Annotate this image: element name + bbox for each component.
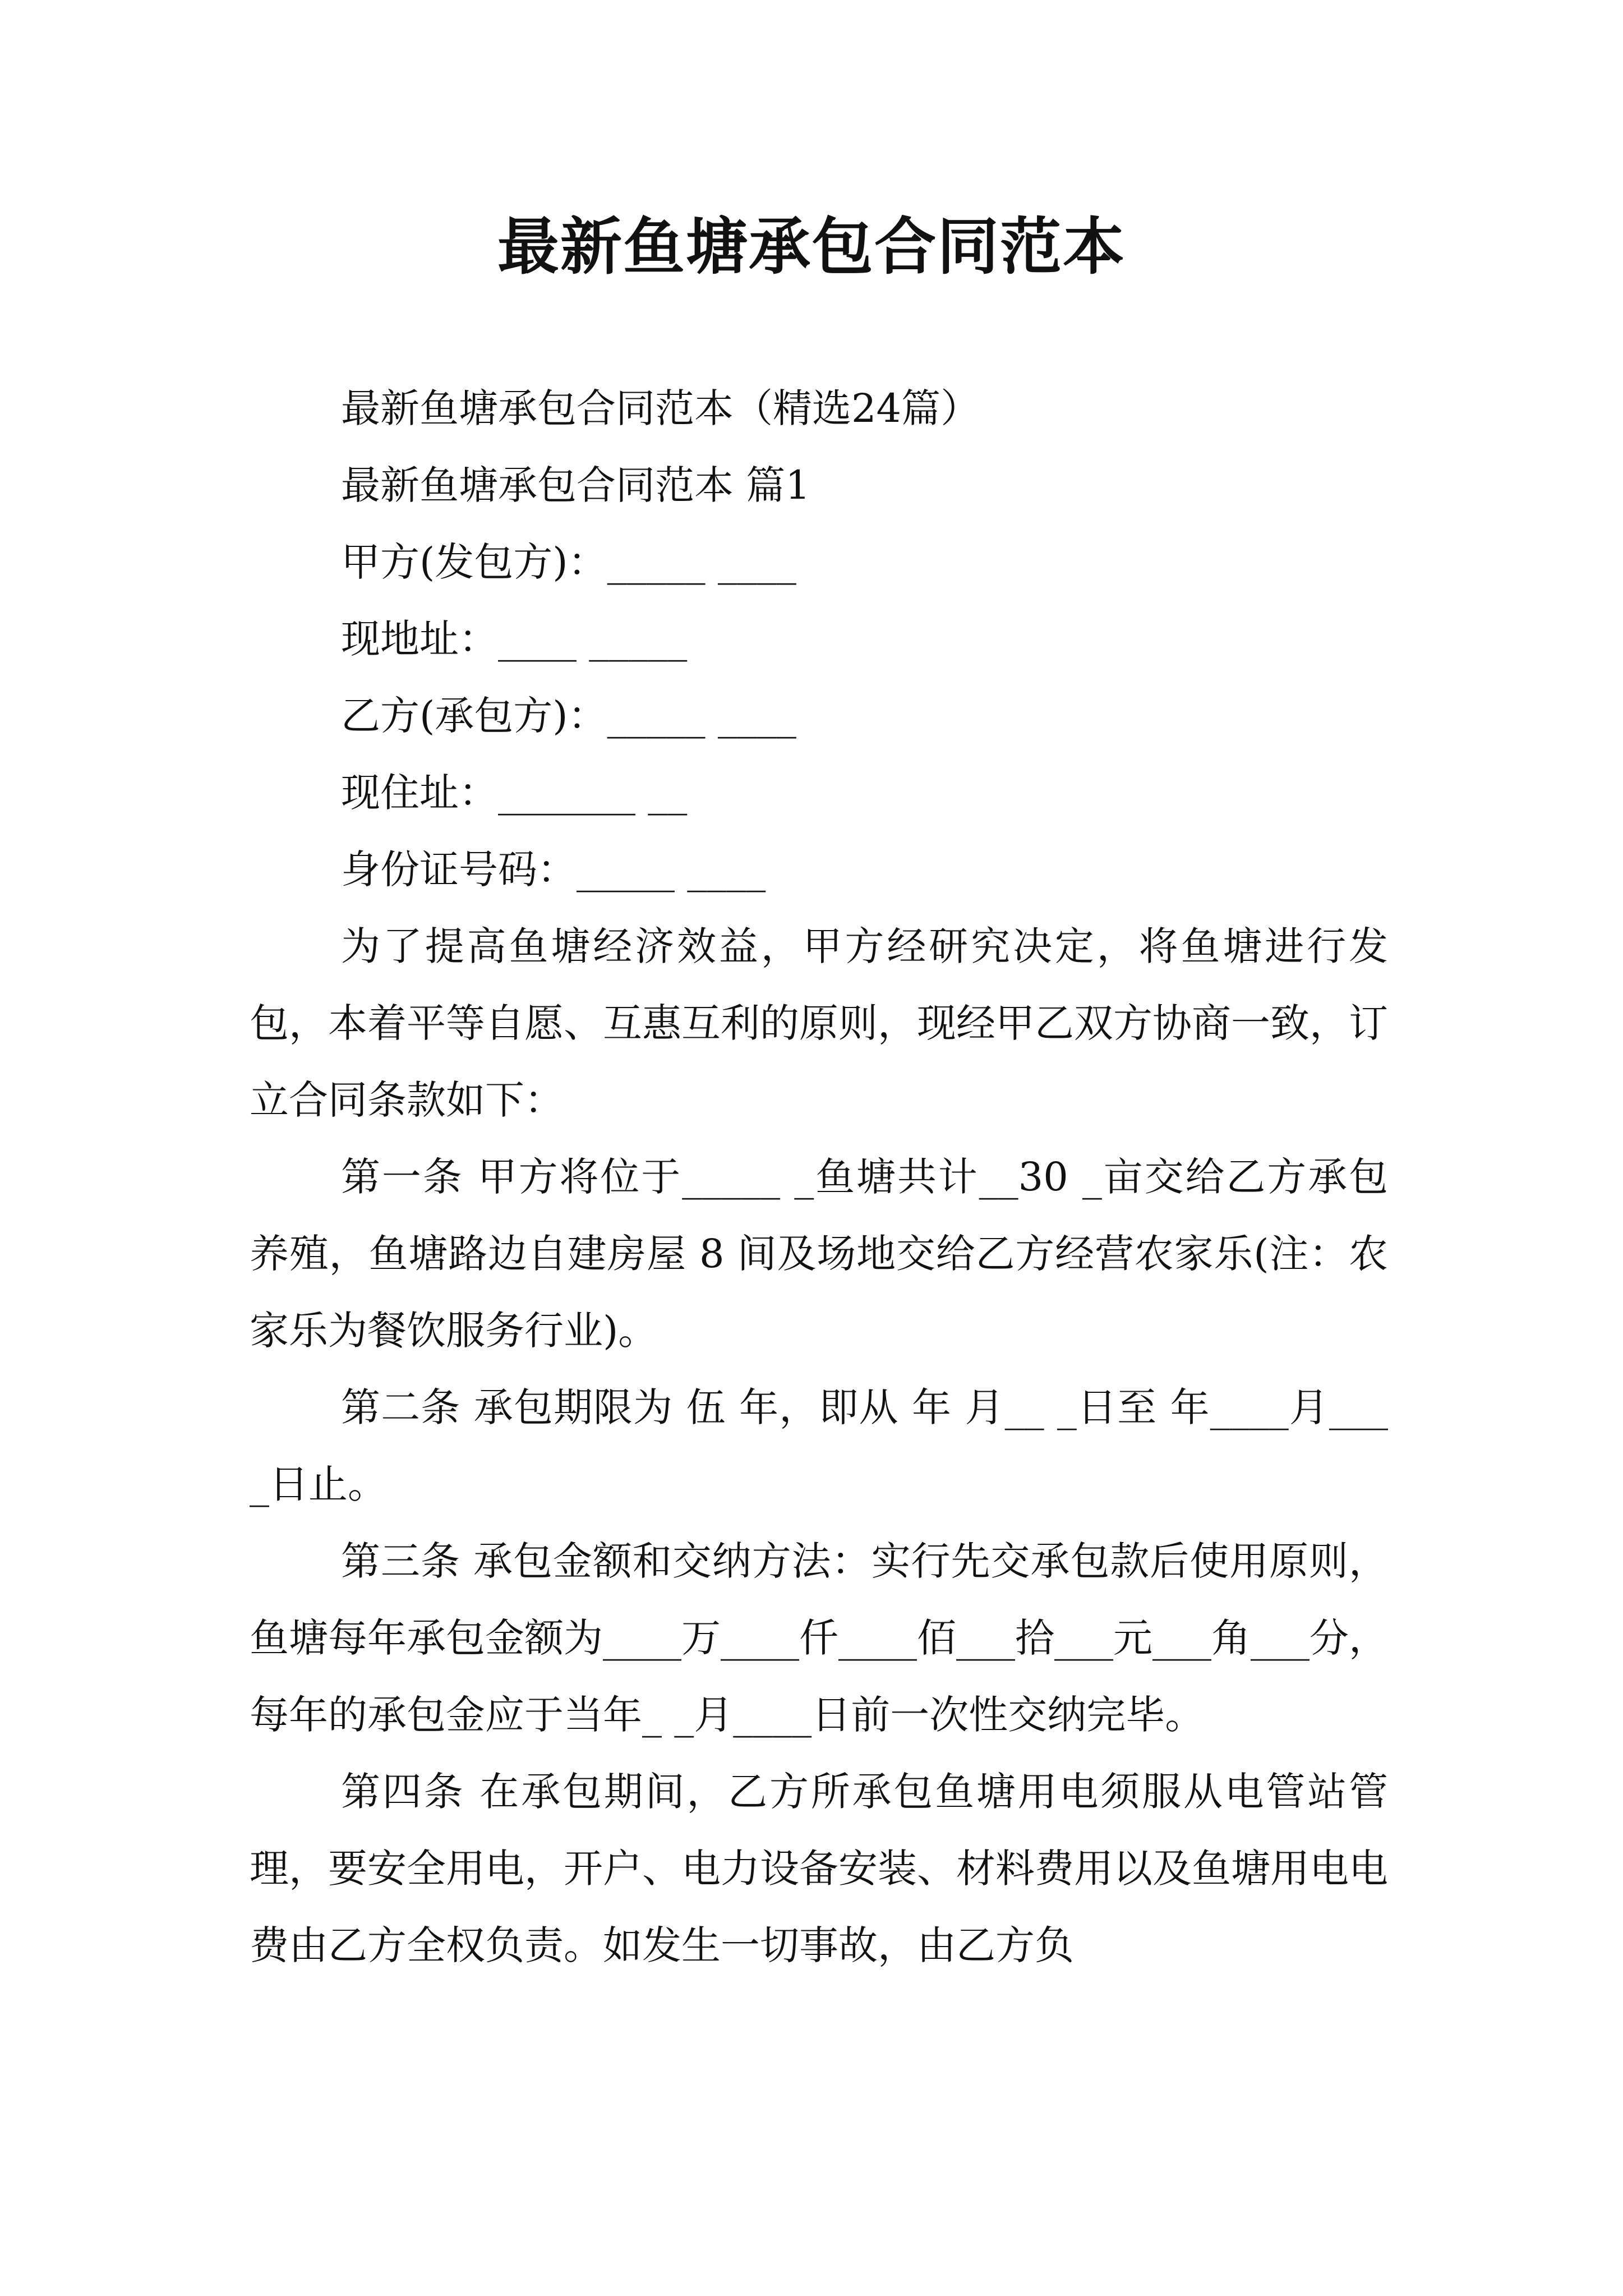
address-b-line: 现住址：_______ __ [341, 770, 688, 816]
party-a-line: 甲方(发包方)：_____ ____ [341, 539, 796, 585]
article-3-paragraph: 第三条 承包金额和交纳方法：实行先交承包款后使用原则，鱼塘每年承包金额为____万____仟____佰___拾___元___角___分，每年的承包金应于当年_ _月____日前一次性交纳完毕。 [250, 1538, 1388, 1738]
address-a-line: 现地址：____ _____ [341, 616, 688, 662]
article-1-paragraph: 第一条 甲方将位于_____ _鱼塘共计__30 _亩交给乙方承包养殖，鱼塘路边自建房屋 8 间及场地交给乙方经营农家乐(注：农家乐为餐饮服务行业)。 [250, 1154, 1388, 1354]
document-subtitle: 最新鱼塘承包合同范本（精选24篇） [341, 385, 980, 431]
party-b-line: 乙方(承包方)：_____ ____ [341, 693, 796, 739]
section-heading: 最新鱼塘承包合同范本 篇1 [341, 462, 810, 508]
article-4-paragraph: 第四条 在承包期间，乙方所承包鱼塘用电须服从电管站管理，要安全用电，开户、电力设备安装、材料费用以及鱼塘用电电费由乙方全权负责。如发生一切事故，由乙方负 [250, 1769, 1388, 1968]
document-body [250, 370, 1388, 1984]
article-2-paragraph: 第二条 承包期限为 伍 年，即从 年 月__ _日至 年____月____日止。 [250, 1384, 1388, 1507]
intro-paragraph: 为了提高鱼塘经济效益，甲方经研究决定，将鱼塘进行发包，本着平等自愿、互惠互利的原则，现经甲乙双方协商一致，订立合同条款如下： [250, 923, 1388, 1123]
document-title: 最新鱼塘承包合同范本 [497, 210, 1126, 283]
id-number-line: 身份证号码：_____ ____ [341, 846, 766, 892]
